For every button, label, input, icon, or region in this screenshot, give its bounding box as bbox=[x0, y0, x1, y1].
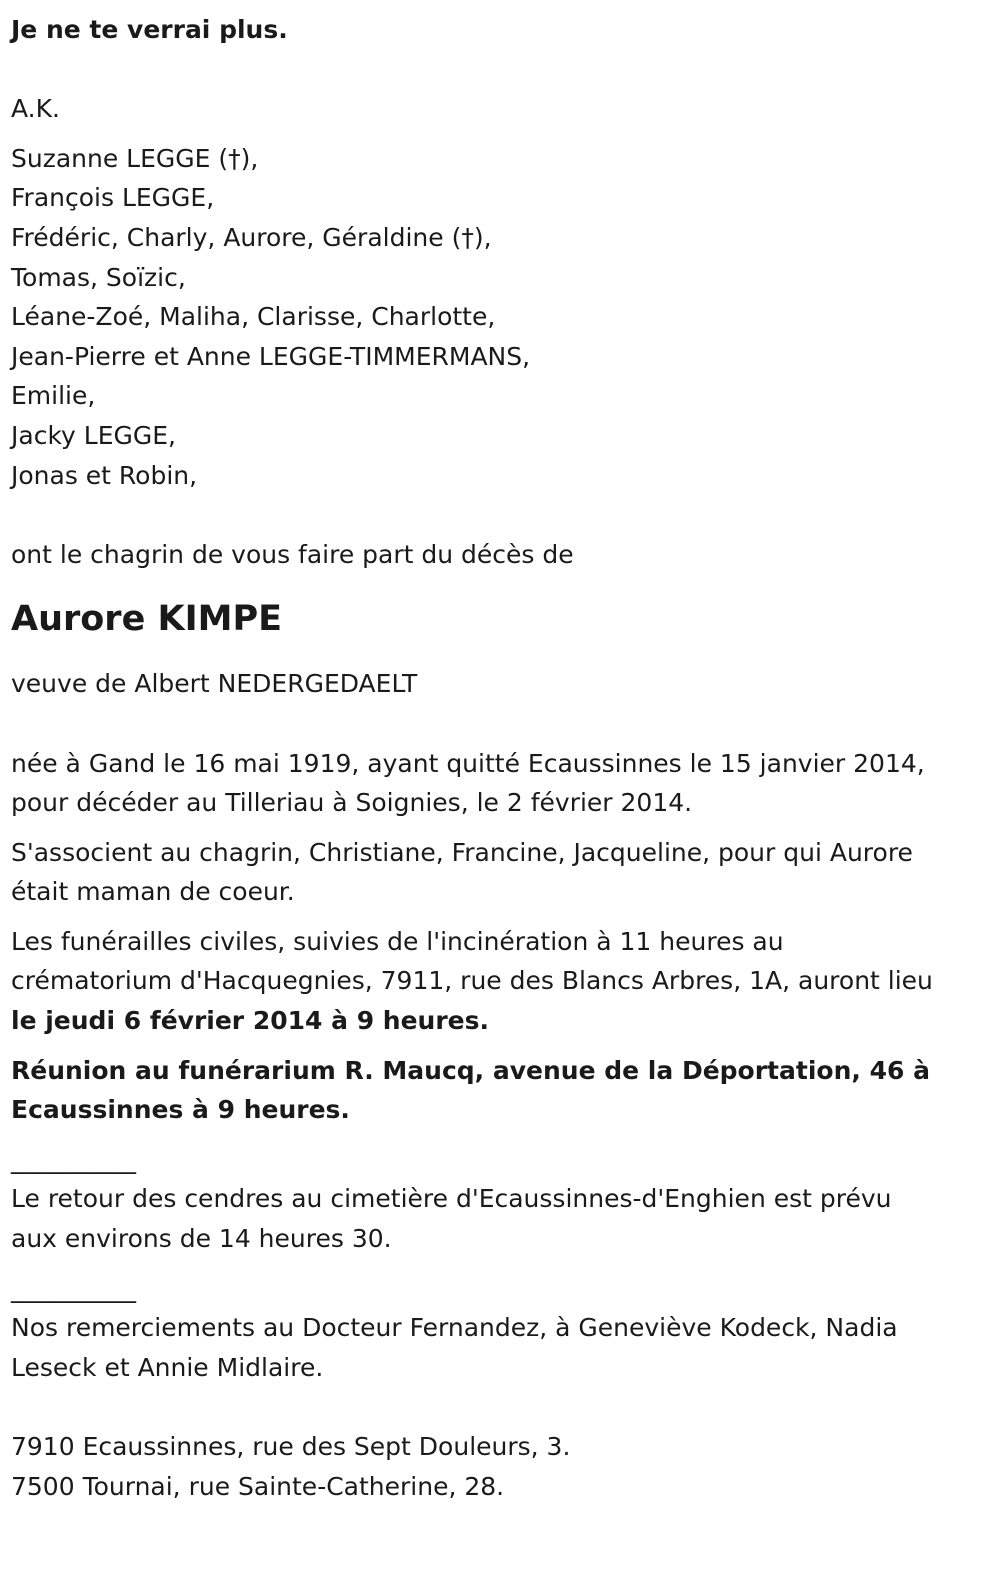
announcement-text: ont le chagrin de vous faire part du décès de bbox=[11, 539, 574, 569]
family-member: Suzanne LEGGE (†), bbox=[11, 143, 259, 173]
widow-of-text: veuve de Albert NEDERGEDAELT bbox=[11, 669, 418, 699]
paragraph-line: était maman de coeur. bbox=[11, 877, 295, 907]
paragraph-line: née à Gand le 16 mai 1919, ayant quitté Ecaussinnes le 15 janvier 2014, bbox=[11, 748, 925, 778]
family-member: Frédéric, Charly, Aurore, Géraldine (†), bbox=[11, 222, 492, 252]
family-member: Jonas et Robin, bbox=[11, 460, 198, 490]
paragraph-line: pour décéder au Tilleriau à Soignies, le 2 février 2014. bbox=[11, 788, 693, 818]
family-member: François LEGGE, bbox=[11, 183, 215, 213]
spacer bbox=[11, 495, 989, 535]
address-line: 7910 Ecaussinnes, rue des Sept Douleurs, 3. bbox=[11, 1432, 571, 1461]
paragraph-line: Leseck et Annie Midlaire. bbox=[11, 1352, 324, 1382]
paragraph-line: Le retour des cendres au cimetière d'Ecaussinnes-d'Enghien est prévu bbox=[11, 1184, 892, 1214]
spacer bbox=[11, 50, 989, 90]
family-member: Emilie, bbox=[11, 381, 96, 411]
family-member: Tomas, Soïzic, bbox=[11, 262, 186, 292]
paragraph-line: Nos remerciements au Docteur Fernandez, à Geneviève Kodeck, Nadia bbox=[11, 1313, 898, 1343]
funeral-paragraph bbox=[11, 922, 989, 1041]
intro-quote: Je ne te verrai plus. bbox=[11, 15, 288, 44]
paragraph-line: S'associent au chagrin, Christiane, Francine, Jacqueline, pour qui Aurore bbox=[11, 837, 913, 867]
paragraph-line: crématorium d'Hacquegnies, 7911, rue des Blancs Arbres, 1A, auront lieu bbox=[11, 966, 933, 996]
paragraph-line: Les funérailles civiles, suivies de l'incinération à 11 heures au bbox=[11, 926, 784, 956]
spacer bbox=[11, 704, 989, 744]
separator-block bbox=[11, 1269, 989, 1309]
separator-line: __________ bbox=[11, 1144, 136, 1174]
signatory-initials: A.K. bbox=[11, 94, 60, 124]
separator-block bbox=[11, 1140, 989, 1180]
birth-death-paragraph bbox=[11, 744, 989, 823]
spacer bbox=[11, 1387, 989, 1427]
family-list bbox=[11, 139, 989, 495]
thanks-paragraph bbox=[11, 1308, 989, 1387]
funeral-date: le jeudi 6 février 2014 à 9 heures. bbox=[11, 1006, 490, 1036]
ashes-paragraph bbox=[11, 1179, 989, 1258]
deceased-name: Aurore KIMPE bbox=[11, 599, 283, 640]
paragraph-line: Ecaussinnes à 9 heures. bbox=[11, 1095, 350, 1125]
family-member: Jacky LEGGE, bbox=[11, 420, 176, 450]
addresses-block bbox=[11, 1427, 989, 1506]
meeting-paragraph bbox=[11, 1051, 989, 1130]
family-member: Léane-Zoé, Maliha, Clarisse, Charlotte, bbox=[11, 302, 496, 332]
paragraph-line: aux environs de 14 heures 30. bbox=[11, 1224, 392, 1254]
paragraph-line: Réunion au funérarium R. Maucq, avenue de la Déportation, 46 à bbox=[11, 1055, 930, 1085]
address-line: 7500 Tournai, rue Sainte-Catherine, 28. bbox=[11, 1471, 505, 1501]
family-member: Jean-Pierre et Anne LEGGE-TIMMERMANS, bbox=[11, 341, 531, 371]
separator-line: __________ bbox=[11, 1273, 136, 1303]
associates-paragraph bbox=[11, 833, 989, 912]
